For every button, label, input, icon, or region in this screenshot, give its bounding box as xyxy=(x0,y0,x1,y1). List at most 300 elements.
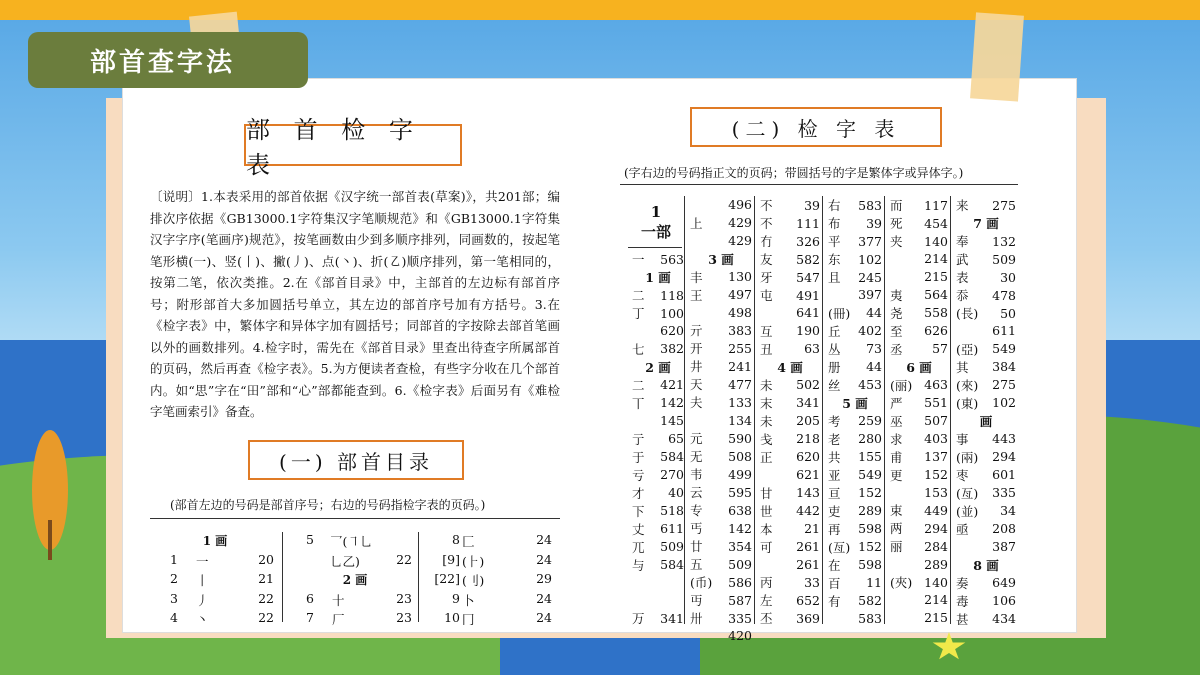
radical-page: 24 xyxy=(536,610,552,625)
table-row xyxy=(826,520,884,538)
table-row xyxy=(630,609,686,627)
radical-page: 22 xyxy=(258,610,274,625)
radical-char: 十 xyxy=(332,592,345,608)
table-row xyxy=(688,609,754,627)
index-page: 377 xyxy=(858,233,882,249)
table-row xyxy=(954,538,1018,556)
table-row xyxy=(630,484,686,502)
section2-title: (二) 检 字 表 xyxy=(690,107,942,147)
index-char: 武 xyxy=(956,252,969,267)
index-char: 丽 xyxy=(890,539,903,555)
index-page: 583 xyxy=(858,197,882,213)
slide-title: 部首查字法 xyxy=(28,32,308,88)
index-page: 294 xyxy=(992,449,1016,465)
table-row xyxy=(630,448,686,466)
table-row xyxy=(888,591,950,609)
index-char: 亏 xyxy=(632,467,645,483)
char-column xyxy=(888,196,950,627)
table-row xyxy=(826,484,884,502)
index-char: 尧 xyxy=(890,305,903,321)
section2-note: (字右边的号码指正文的页码；带圆括号的字是繁体字或异体字。) xyxy=(624,166,964,180)
index-char xyxy=(630,322,651,340)
index-char: (丽) xyxy=(890,377,913,393)
table-row xyxy=(954,592,1018,610)
index-page: 429 xyxy=(728,233,752,249)
table-row xyxy=(954,232,1018,250)
index-char xyxy=(688,232,720,250)
index-page: 463 xyxy=(924,377,948,392)
index-char: 奏 xyxy=(956,575,969,591)
radical-page: 29 xyxy=(536,571,552,586)
radical-number: 7 xyxy=(306,610,314,625)
radical-divider-1 xyxy=(282,532,283,622)
table-row xyxy=(758,448,822,466)
table-row xyxy=(630,268,686,286)
table-row xyxy=(954,394,1018,412)
index-page: 384 xyxy=(992,359,1016,375)
index-char: 吏 xyxy=(828,503,841,519)
table-row xyxy=(758,250,822,268)
index-char xyxy=(888,555,918,573)
index-page: 509 xyxy=(728,556,752,572)
index-char: 元 xyxy=(690,431,703,446)
radical-col1-head: 1 画 xyxy=(202,534,228,548)
index-page: 491 xyxy=(796,287,820,303)
char-column xyxy=(630,250,686,627)
index-char: 丘 xyxy=(828,323,841,339)
index-char xyxy=(758,556,782,574)
index-char: 王 xyxy=(690,287,703,303)
index-char: (冊) xyxy=(828,305,851,321)
table-row xyxy=(954,358,1018,376)
index-char: 毒 xyxy=(956,593,969,609)
index-page: 601 xyxy=(992,467,1016,483)
index-page: 102 xyxy=(992,395,1016,411)
index-char: 事 xyxy=(956,431,969,447)
index-char: 甚 xyxy=(956,611,969,627)
table-row xyxy=(888,304,950,322)
index-char: (長) xyxy=(956,306,979,321)
table-row xyxy=(758,376,822,394)
table-row xyxy=(630,538,686,556)
index-char xyxy=(630,412,651,430)
radical-page: 20 xyxy=(258,551,274,567)
table-row xyxy=(688,357,754,375)
index-page: 620 xyxy=(660,323,684,339)
index-page: 649 xyxy=(992,575,1016,590)
index-char: 专 xyxy=(690,503,703,518)
index-char: 不 xyxy=(760,198,773,213)
stroke-count-heading: 2 画 xyxy=(645,359,671,375)
section1-title: (一) 部首目录 xyxy=(248,440,464,480)
table-row xyxy=(758,520,822,538)
index-char: 亟 xyxy=(956,521,969,537)
index-page: 454 xyxy=(924,215,948,231)
radical-char: 丨 xyxy=(196,573,209,588)
table-row xyxy=(888,214,950,232)
index-char: 上 xyxy=(690,215,703,231)
index-page: 498 xyxy=(728,304,752,320)
table-row xyxy=(630,322,686,340)
index-page: 118 xyxy=(660,287,684,303)
index-char: 甫 xyxy=(890,449,903,465)
table-row xyxy=(888,555,950,573)
index-char: (亞) xyxy=(956,341,979,357)
table-row xyxy=(630,574,686,592)
index-char: 丛 xyxy=(828,341,841,357)
part-label xyxy=(630,202,682,242)
table-row xyxy=(688,627,754,645)
table-row xyxy=(888,412,950,430)
index-char: 末 xyxy=(760,395,773,411)
table-row xyxy=(688,537,754,555)
table-row xyxy=(826,412,884,430)
index-page: 261 xyxy=(796,556,820,572)
index-char xyxy=(826,610,854,628)
table-row xyxy=(630,358,686,376)
table-row xyxy=(954,574,1018,592)
index-page: 111 xyxy=(796,215,820,231)
index-char xyxy=(954,538,985,556)
index-page: 255 xyxy=(728,340,752,356)
index-char: 枣 xyxy=(956,467,969,483)
table-row xyxy=(688,286,754,304)
index-char: 丰 xyxy=(690,269,703,285)
table-row xyxy=(954,448,1018,466)
index-page: 30 xyxy=(1000,269,1016,285)
index-page: 584 xyxy=(660,557,684,572)
table-row xyxy=(888,196,950,214)
index-char: 与 xyxy=(632,557,645,573)
index-char: 亚 xyxy=(828,467,841,483)
stroke-count-heading: 4 画 xyxy=(777,359,803,375)
table-row xyxy=(758,591,822,609)
table-row xyxy=(758,196,822,214)
table-row xyxy=(826,286,884,304)
stroke-count-heading: 8 画 xyxy=(973,557,999,573)
index-page: 117 xyxy=(924,197,948,213)
table-row xyxy=(758,340,822,358)
index-page: 44 xyxy=(866,305,882,321)
radical-number: 5 xyxy=(306,532,314,547)
index-char: (東) xyxy=(956,395,979,411)
stroke-count-heading: 7 画 xyxy=(973,216,999,231)
table-row xyxy=(954,412,1018,430)
index-page: 145 xyxy=(660,413,684,429)
index-char: 五 xyxy=(690,557,703,572)
table-row xyxy=(688,519,754,537)
index-page: 34 xyxy=(1000,503,1016,519)
table-row xyxy=(888,394,950,412)
index-page: 261 xyxy=(796,539,820,554)
part-number: 1 xyxy=(650,203,662,221)
index-page: 397 xyxy=(858,287,882,303)
radical-number: 9 xyxy=(452,590,460,606)
table-row xyxy=(954,340,1018,358)
table-row xyxy=(758,394,822,412)
table-row xyxy=(688,268,754,286)
index-page: 335 xyxy=(728,610,752,626)
index-page: 587 xyxy=(728,592,752,608)
index-char: 东 xyxy=(828,252,841,267)
table-row xyxy=(826,232,884,250)
table-row xyxy=(888,340,950,358)
index-char: 老 xyxy=(828,431,841,447)
index-page: 453 xyxy=(858,377,882,393)
table-row xyxy=(826,214,884,232)
index-char: 丈 xyxy=(632,521,645,537)
index-char: 至 xyxy=(890,323,903,339)
index-char: 束 xyxy=(890,503,903,519)
table-row xyxy=(758,286,822,304)
index-page: 499 xyxy=(728,466,752,482)
index-page: 143 xyxy=(796,485,820,500)
index-char: (兩) xyxy=(956,449,979,465)
index-char: 求 xyxy=(890,431,903,447)
table-row xyxy=(888,573,950,591)
index-char: 云 xyxy=(690,485,703,500)
index-page: 497 xyxy=(728,287,752,302)
table-row xyxy=(826,502,884,520)
table-row xyxy=(688,429,754,447)
table-row xyxy=(758,502,822,520)
table-row xyxy=(954,214,1018,232)
table-row xyxy=(630,376,686,394)
stroke-count-heading: 3 画 xyxy=(708,251,734,267)
column-divider xyxy=(754,196,755,624)
index-char: 丏 xyxy=(690,593,703,608)
index-char: 天 xyxy=(690,377,703,393)
index-char: 再 xyxy=(828,521,841,537)
table-row xyxy=(758,466,822,484)
radical-number: 10 xyxy=(444,610,460,625)
index-char: 七 xyxy=(632,341,645,357)
table-row xyxy=(954,286,1018,304)
table-row xyxy=(826,322,884,340)
radical-char: 丶 xyxy=(196,612,209,627)
part-name: 一部 xyxy=(640,223,671,241)
stroke-count-heading: 6 画 xyxy=(906,359,932,375)
index-page: 152 xyxy=(858,539,882,555)
index-char: 而 xyxy=(890,198,903,213)
radical-number: 8 xyxy=(452,532,460,547)
index-char xyxy=(826,286,854,304)
table-row xyxy=(826,538,884,556)
index-char: 右 xyxy=(828,198,841,213)
index-page: 73 xyxy=(866,341,882,357)
table-row xyxy=(826,268,884,286)
radical-number: 2 xyxy=(170,571,178,586)
table-row xyxy=(688,555,754,573)
index-char: 亓 xyxy=(690,323,703,339)
index-page: 294 xyxy=(924,520,948,536)
table-row xyxy=(826,340,884,358)
index-page: 507 xyxy=(924,413,948,428)
index-page: 335 xyxy=(992,485,1016,501)
table-row xyxy=(630,286,686,304)
table-row xyxy=(630,304,686,322)
table-row xyxy=(888,466,950,484)
index-page: 586 xyxy=(728,574,752,590)
index-char xyxy=(888,484,918,502)
index-char: 丕 xyxy=(760,611,773,627)
index-char: 有 xyxy=(828,593,841,609)
index-page: 611 xyxy=(992,323,1016,339)
index-page: 558 xyxy=(924,305,948,320)
table-row xyxy=(888,286,950,304)
index-char xyxy=(888,609,918,627)
index-page: 130 xyxy=(728,269,752,284)
table-row xyxy=(688,591,754,609)
table-row xyxy=(888,519,950,537)
index-char: 百 xyxy=(828,575,841,591)
radical-divider-2 xyxy=(418,532,419,622)
index-char: 于 xyxy=(632,449,645,465)
index-page: 509 xyxy=(992,251,1016,267)
index-page: 153 xyxy=(924,484,948,500)
index-page: 496 xyxy=(728,197,752,213)
index-page: 102 xyxy=(858,251,882,267)
index-page: 403 xyxy=(924,431,948,446)
table-row xyxy=(758,484,822,502)
table-row xyxy=(758,609,822,627)
index-char: 二 xyxy=(632,288,645,303)
table-row xyxy=(888,322,950,340)
index-char: 井 xyxy=(690,359,703,375)
table-row xyxy=(758,430,822,448)
index-page: 218 xyxy=(796,431,820,447)
radical-page: 23 xyxy=(396,610,412,625)
index-char: (币) xyxy=(690,575,713,590)
index-char: 可 xyxy=(760,539,773,555)
table-row xyxy=(758,412,822,430)
index-page: 21 xyxy=(804,521,820,536)
table-row xyxy=(758,304,822,322)
table-row xyxy=(630,394,686,412)
index-page: 420 xyxy=(728,628,752,644)
index-char: 互 xyxy=(760,323,773,339)
index-page: 563 xyxy=(660,251,684,267)
index-char: 韦 xyxy=(690,467,703,482)
table-row xyxy=(888,232,950,250)
index-char: 开 xyxy=(690,341,703,357)
table-row xyxy=(954,556,1018,574)
section1-note: (部首左边的号码是部首序号；右边的号码指检字表的页码。) xyxy=(170,498,486,512)
index-char xyxy=(630,574,651,592)
table-row xyxy=(630,502,686,520)
index-page: 341 xyxy=(796,395,820,411)
index-char: 两 xyxy=(890,521,903,537)
index-char: 屯 xyxy=(760,288,773,303)
index-char xyxy=(688,627,720,645)
index-char: (夾) xyxy=(890,575,913,590)
section1-rule xyxy=(150,518,560,519)
index-page: 270 xyxy=(660,467,684,482)
index-page: 284 xyxy=(924,538,948,554)
index-char xyxy=(758,466,782,484)
index-page: 100 xyxy=(660,305,684,321)
radical-page: 23 xyxy=(396,590,412,606)
table-row xyxy=(826,250,884,268)
index-char: 未 xyxy=(760,413,773,429)
index-char: 冇 xyxy=(760,234,773,249)
index-char xyxy=(758,304,782,322)
index-page: 382 xyxy=(660,341,684,357)
table-row xyxy=(826,574,884,592)
index-char: 才 xyxy=(632,485,645,501)
radical-page: 22 xyxy=(396,551,412,567)
index-page: 354 xyxy=(728,538,752,554)
table-row xyxy=(758,556,822,574)
table-row xyxy=(888,501,950,519)
index-page: 477 xyxy=(728,376,752,392)
index-char xyxy=(630,591,651,609)
table-row xyxy=(826,196,884,214)
index-page: 478 xyxy=(992,287,1016,303)
radical-page: 21 xyxy=(258,571,274,586)
index-page: 152 xyxy=(858,485,882,501)
index-char: (亙) xyxy=(828,539,851,555)
index-char: 本 xyxy=(760,521,773,537)
table-row xyxy=(826,556,884,574)
index-char xyxy=(888,250,918,268)
index-char: 世 xyxy=(760,503,773,519)
index-page: 152 xyxy=(924,467,948,482)
table-row xyxy=(688,393,754,411)
index-char: 表 xyxy=(956,270,969,285)
stroke-count-heading: 画 xyxy=(979,413,993,429)
index-page: 259 xyxy=(858,413,882,429)
index-char: 亍 xyxy=(632,431,645,447)
index-page: 39 xyxy=(866,215,882,231)
index-char: 下 xyxy=(632,503,645,519)
index-page xyxy=(651,591,686,609)
table-row xyxy=(826,466,884,484)
radical-col2-head: 2 画 xyxy=(342,573,368,587)
index-char xyxy=(888,268,918,286)
radical-number: 1 xyxy=(170,551,178,567)
index-page: 341 xyxy=(660,610,684,626)
index-page: 44 xyxy=(866,359,882,375)
index-page: 326 xyxy=(796,233,820,249)
table-row xyxy=(630,556,686,574)
index-char: 左 xyxy=(760,593,773,609)
index-char xyxy=(888,591,918,609)
column-divider xyxy=(684,196,685,624)
index-char xyxy=(954,322,985,340)
index-page: 611 xyxy=(660,521,684,536)
index-char: (來) xyxy=(956,377,979,393)
index-page: 280 xyxy=(858,431,882,447)
radical-char: 一 xyxy=(196,553,209,569)
table-row xyxy=(630,430,686,448)
index-page: 502 xyxy=(796,377,820,393)
index-char: 卅 xyxy=(690,611,703,626)
index-page: 140 xyxy=(924,233,948,249)
table-row xyxy=(826,376,884,394)
index-page: 137 xyxy=(924,449,948,464)
table-row xyxy=(954,196,1018,214)
table-row xyxy=(954,430,1018,448)
index-char: 兀 xyxy=(632,539,645,555)
table-row xyxy=(630,520,686,538)
index-char: 且 xyxy=(828,270,841,285)
table-row xyxy=(954,466,1018,484)
index-char: 正 xyxy=(760,449,773,465)
index-page: 449 xyxy=(924,502,948,518)
index-char: 丅 xyxy=(632,395,645,411)
table-row xyxy=(888,358,950,376)
